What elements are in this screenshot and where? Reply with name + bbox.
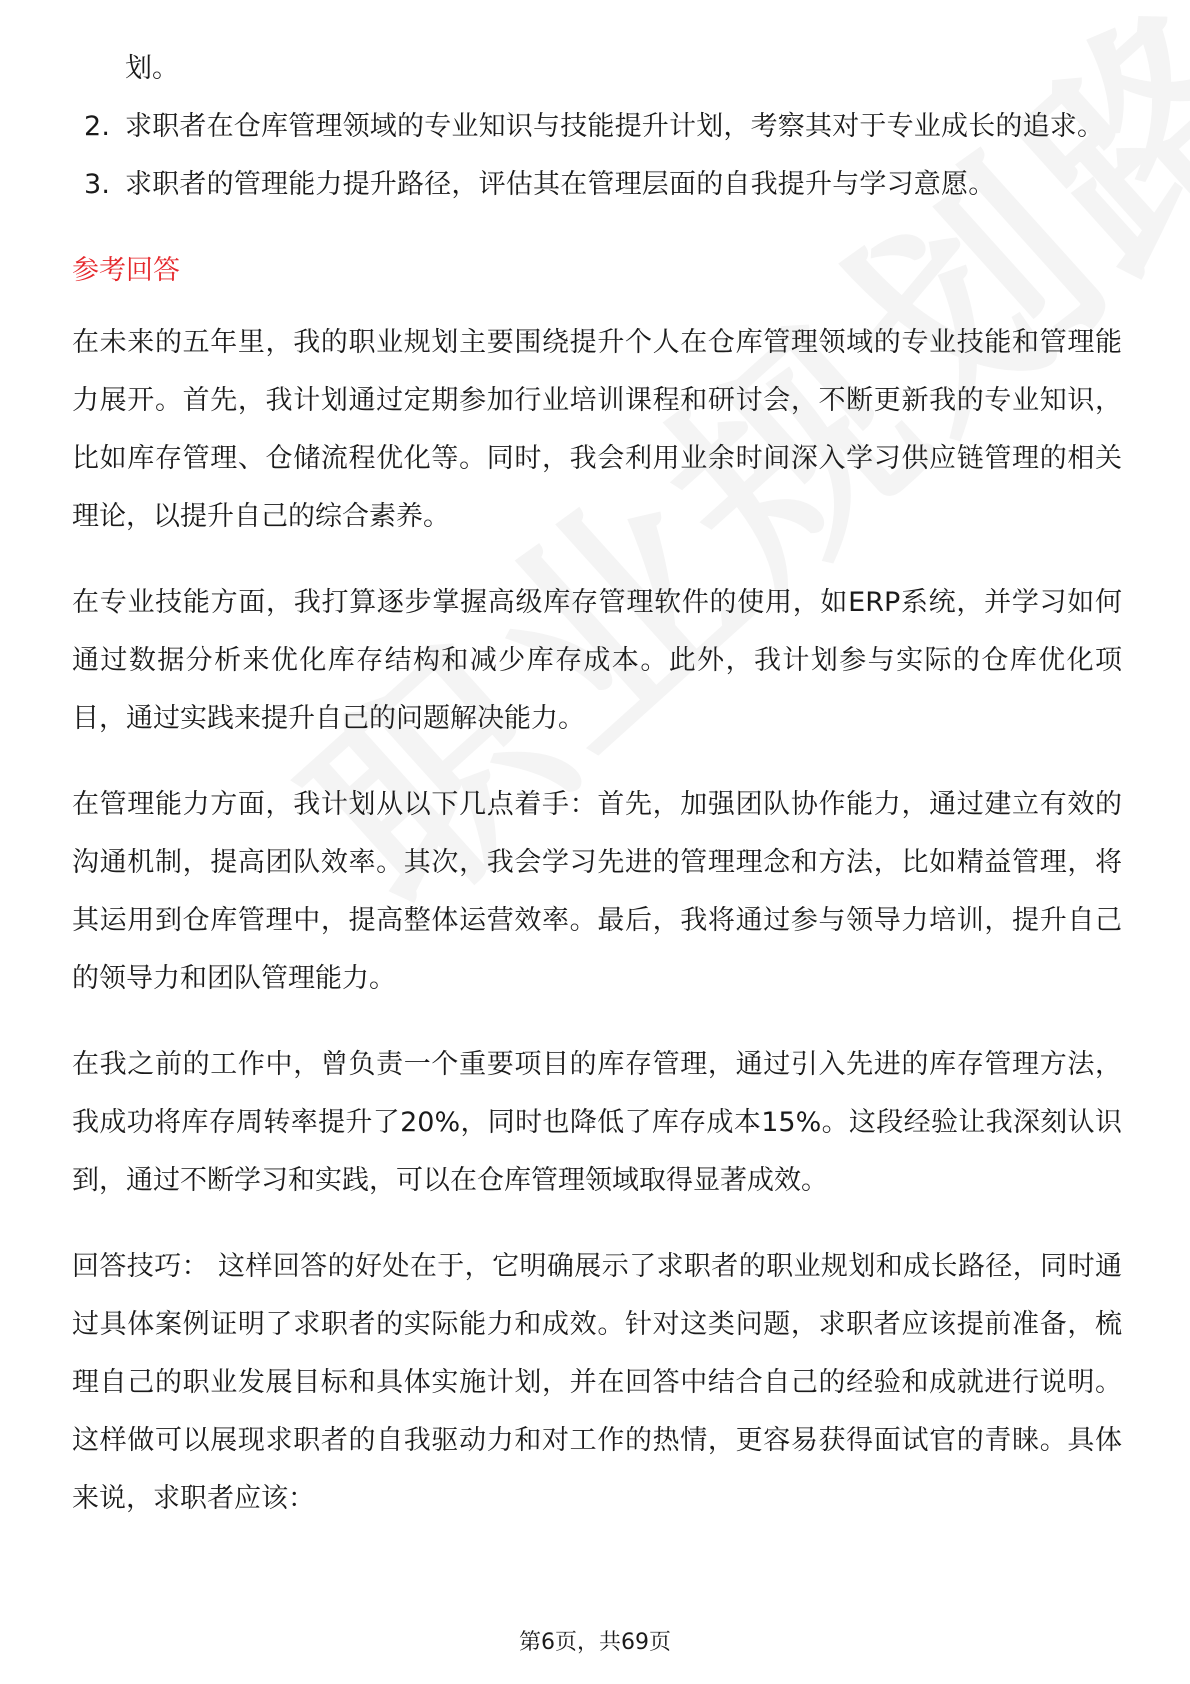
page-content <box>72 40 1122 1528</box>
answer-paragraph: 在我之前的工作中，曾负责一个重要项目的库存管理，通过引入先进的库存管理方法，我成功将库存周转率提升了20%，同时也降低了库存成本15%。这段经验让我深刻认识到，通过不断学习和实践，可以在仓库管理领域取得显著成效。 <box>72 1049 1122 1196</box>
answer-tips-paragraph: 回答技巧： 这样回答的好处在于，它明确展示了求职者的职业规划和成长路径，同时通过具体案例证明了求职者的实际能力和成效。针对这类问题，求职者应该提前准备，梳理自己的职业发展目标和具体实施计划，并在回答中结合自己的经验和成就进行说明。这样做可以展现求职者的自我驱动力和对工作的热情，更容易获得面试官的青睐。具体来说，求职者应该： <box>72 1251 1122 1514</box>
list-item-continuation: 划。 <box>125 53 179 84</box>
requirements-list <box>72 98 1122 214</box>
list-item-text: 求职者的管理能力提升路径，评估其在管理层面的自我提升与学习意愿。 <box>125 169 996 200</box>
answer-paragraph: 在专业技能方面，我打算逐步掌握高级库存管理软件的使用，如ERP系统，并学习如何通过数据分析来优化库存结构和减少库存成本。此外，我计划参与实际的仓库优化项目，通过实践来提升自己的问题解决能力。 <box>72 587 1122 734</box>
list-item <box>72 156 1122 214</box>
answer-paragraph: 在管理能力方面，我计划从以下几点着手：首先，加强团队协作能力，通过建立有效的沟通机制，提高团队效率。其次，我会学习先进的管理理念和方法，比如精益管理，将其运用到仓库管理中，提高整体运营效率。最后，我将通过参与领导力培训，提升自己的领导力和团队管理能力。 <box>72 789 1122 994</box>
answer-paragraph: 在未来的五年里，我的职业规划主要围绕提升个人在仓库管理领域的专业技能和管理能力展开。首先，我计划通过定期参加行业培训课程和研讨会，不断更新我的专业知识，比如库存管理、仓储流程优化等。同时，我会利用业余时间深入学习供应链管理的相关理论，以提升自己的综合素养。 <box>72 327 1122 532</box>
list-item <box>72 98 1122 156</box>
page-number: 第6页，共69页 <box>519 1630 671 1655</box>
list-item-number: 2. <box>84 111 111 142</box>
list-item-number: 3. <box>84 169 111 200</box>
section-title-reference-answer: 参考回答 <box>72 255 180 286</box>
list-item-text: 求职者在仓库管理领域的专业知识与技能提升计划，考察其对于专业成长的追求。 <box>125 111 1105 142</box>
